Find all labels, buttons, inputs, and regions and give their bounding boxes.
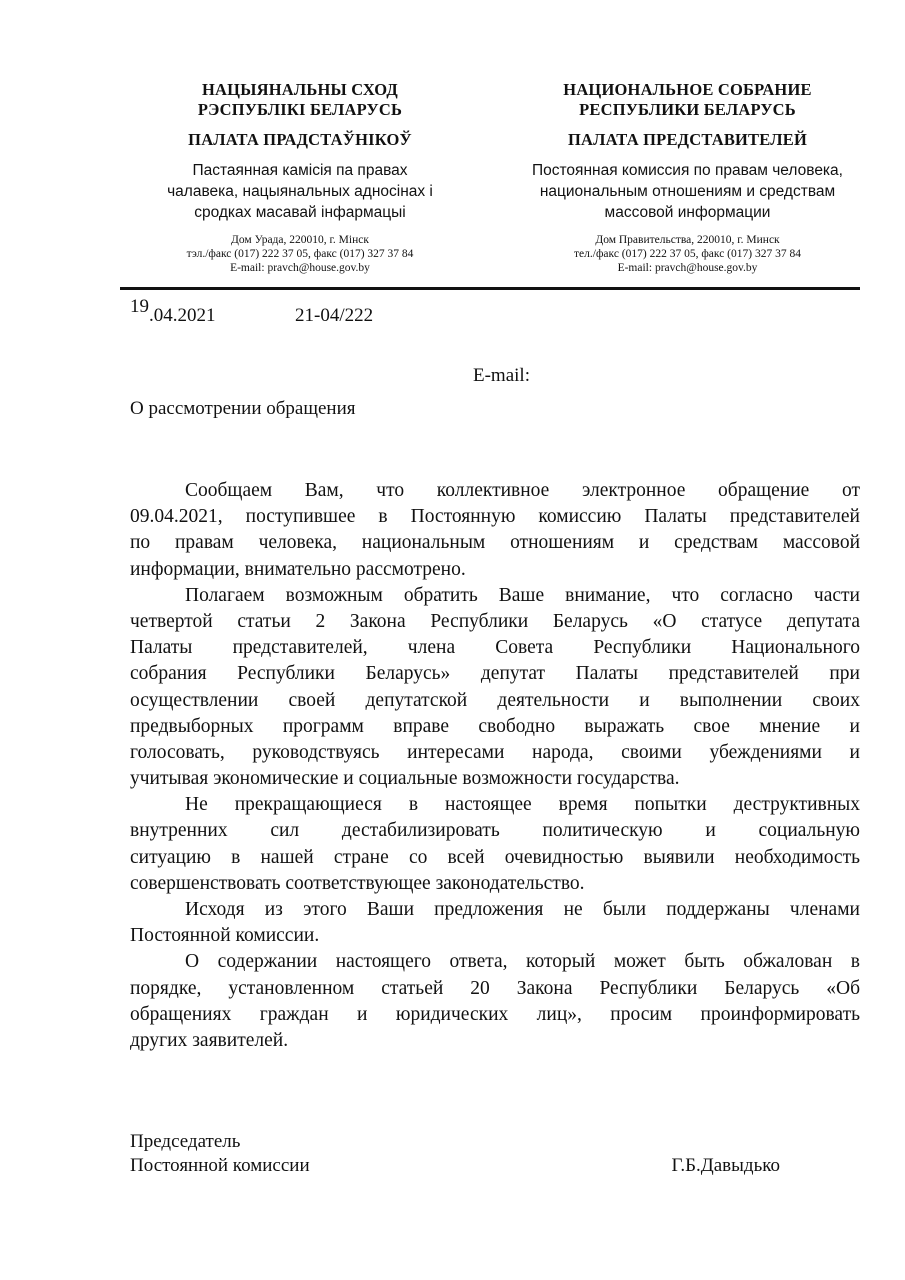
recipient-email-label: E-mail: (473, 365, 530, 386)
body-paragraph (130, 478, 860, 583)
body-line: Постоянной комиссии. (130, 925, 320, 947)
committee-line: массовой информации (604, 204, 771, 221)
document-reference (130, 296, 374, 327)
body-line: учитывая экономические и социальные возможности государства. (130, 768, 680, 790)
body-line: по правам человека, национальным отношениям и средствам массовой (130, 532, 860, 554)
body-line: предвыборных программ вправе свободно выражать свое мнение и (130, 715, 860, 737)
date-day: 19 (130, 296, 149, 317)
body-line: Сообщаем Вам, что коллективное электронное обращение от (185, 480, 860, 501)
committee-line: национальным отношениям и средствам (539, 183, 836, 200)
committee-line: чалавека, нацыянальных адносінах і (167, 183, 433, 200)
committee-line: Пастаянная камісія па правах (192, 162, 408, 179)
letterhead-russian (495, 80, 880, 275)
letterhead-divider (120, 287, 860, 290)
body-line: информации, внимательно рассмотрено. (130, 558, 466, 580)
signatory-title-line: Постоянной комиссии (130, 1155, 310, 1176)
body-line: О содержании настоящего ответа, который может быть обжалован в (185, 951, 860, 973)
org-name-line: НАЦИОНАЛЬНОЕ СОБРАНИЕ (563, 80, 812, 99)
body-line: ситуацию в нашей стране со всей очевидностью выявили необходимость (130, 846, 860, 868)
document-number: 21-04/222 (295, 305, 374, 326)
body-line: Не прекращающиеся в настоящее время попытки деструктивных (185, 794, 860, 816)
body-paragraph (130, 897, 860, 949)
signature-block (130, 1130, 780, 1178)
signatory-title-line: Председатель (130, 1131, 241, 1152)
phone-fax: тел./факс (017) 222 37 05, факс (017) 327 37 84 (574, 248, 801, 260)
body-paragraph (130, 792, 860, 897)
chamber-name-be: ПАЛАТА ПРАДСТАЎНІКОЎ (188, 130, 412, 149)
body-line: Палаты представителей, члена Совета Республики Национального (130, 637, 860, 659)
letterhead-belarusian (130, 80, 470, 275)
body-line: Исходя из этого Ваши предложения не были поддержаны членами (185, 899, 860, 920)
letter-subject: О рассмотрении обращения (130, 398, 356, 419)
body-line: порядке, установленном статьей 20 Закона Республики Беларусь «Об (130, 977, 860, 999)
body-line: обращениях граждан и юридических лиц», просим проинформировать (130, 1003, 860, 1025)
body-line: четвертой статьи 2 Закона Республики Беларусь «О статусе депутата (130, 610, 860, 632)
date-month-year: .04.2021 (149, 305, 216, 326)
committee-name-be (130, 160, 470, 223)
org-name-line: РЭСПУБЛІКІ БЕЛАРУСЬ (197, 100, 403, 119)
body-line: осуществлении своей депутатской деятельности и выполнении своих (130, 689, 860, 711)
body-line: совершенствовать соответствующее законодательство. (130, 872, 585, 894)
contacts-ru (495, 233, 880, 275)
body-line: других заявителей. (130, 1029, 289, 1051)
body-paragraph (130, 583, 860, 793)
email-address: E-mail: pravch@house.gov.by (617, 262, 758, 274)
committee-line: сродках масавай інфармацыі (194, 204, 406, 221)
org-name-be (130, 80, 470, 120)
address: Дом Правительства, 220010, г. Минск (595, 234, 780, 246)
email-address: E-mail: pravch@house.gov.by (230, 262, 370, 274)
committee-name-ru (495, 160, 880, 223)
letter-body (130, 478, 860, 1054)
signatory-name: Г.Б.Давыдько (671, 1155, 780, 1176)
body-paragraph (130, 949, 860, 1054)
org-name-line: РЕСПУБЛИКИ БЕЛАРУСЬ (579, 100, 796, 119)
body-line: собрания Республики Беларусь» депутат Палаты представителей при (130, 663, 860, 685)
body-line: 09.04.2021, поступившее в Постоянную комиссию Палаты представителей (130, 506, 860, 528)
org-name-line: НАЦЫЯНАЛЬНЫ СХОД (202, 80, 398, 99)
org-name-ru (495, 80, 880, 120)
chamber-name-ru: ПАЛАТА ПРЕДСТАВИТЕЛЕЙ (568, 130, 807, 149)
address: Дом Урада, 220010, г. Мінск (231, 234, 369, 246)
body-line: внутренних сил дестабилизировать политическую и социальную (130, 820, 860, 842)
body-line: Полагаем возможным обратить Ваше внимание, что согласно части (185, 584, 860, 606)
body-line: голосовать, руководствуясь интересами народа, своими убеждениями и (130, 741, 860, 763)
phone-fax: тэл./факс (017) 222 37 05, факс (017) 327 37 84 (186, 248, 414, 260)
committee-line: Постоянная комиссия по правам человека, (532, 162, 843, 179)
contacts-be (130, 233, 470, 275)
